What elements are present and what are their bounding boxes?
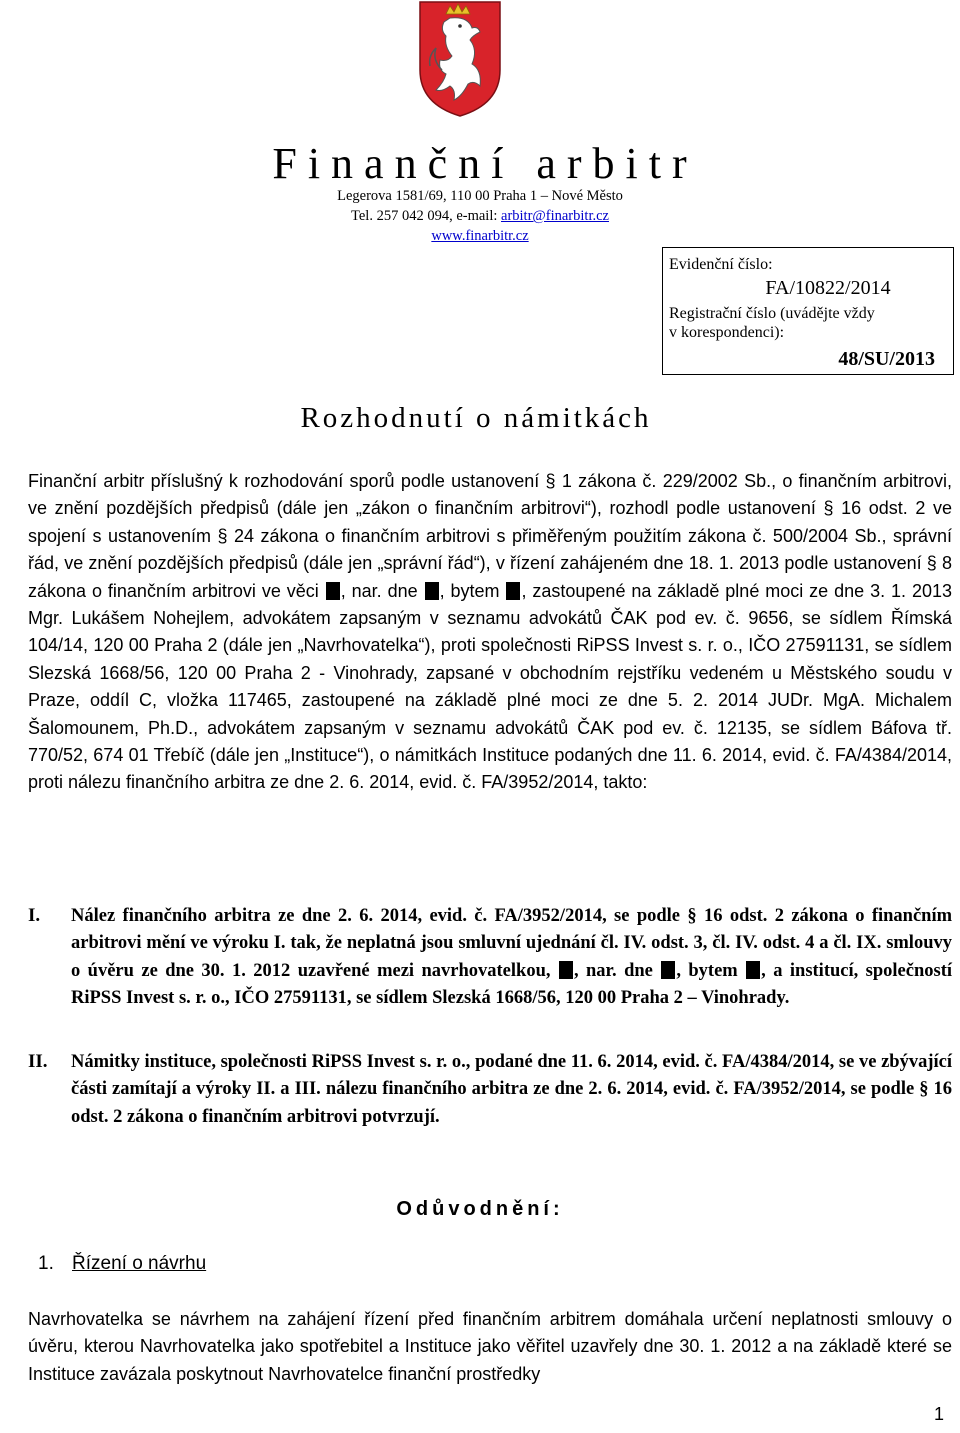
section-1-number: 1.	[38, 1253, 54, 1274]
intro-text-1: Finanční arbitr příslušný k rozhodování sporů podle ustanovení § 1 zákona č. 229/2002 Sb., o finančním arbitrovi, ve znění pozdějších předpisů (dále jen „zákon o finančním arbitrovi“), rozhodl podle ustanovení § 16 odst. 2 ve spojení s ustanovením § 24 zákona o finančním arbitrovi s přiměřeným použitím zákona č. 500/2004 Sb., správní řád, ve znění pozdějších předpisů (dále jen „správní řád“), v řízení zahájeném dne 18. 1. 2013 podle ustanovení § 8 zákona o finančním arbitrovi ve věci	[28, 471, 952, 601]
registration-label-line-1: Registrační číslo (uvádějte vždy	[669, 305, 875, 322]
reasoning-heading: Odůvodnění:	[396, 1198, 564, 1220]
institution-title: Finanční arbitr	[272, 139, 698, 188]
institution-contact	[0, 206, 960, 226]
website-link[interactable]: www.finarbitr.cz	[431, 228, 529, 244]
registration-number-label	[669, 304, 947, 342]
page-number: 1	[933, 1404, 944, 1424]
evidence-number-value: FA/10822/2014	[765, 277, 891, 299]
reference-number-box	[662, 247, 954, 375]
registration-label-line-2: v korespondenci):	[669, 324, 785, 341]
redaction-block	[559, 961, 573, 979]
intro-text-2: , nar. dne	[340, 580, 418, 601]
verdict-1-text-1: Nález finančního arbitra ze dne 2. 6. 2014, evid. č. FA/3952/2014, se podle § 16 odst. 2 zákona o finančním arbitrovi mění ve výroku I. tak, že neplatná jsou smluvní ujednání čl. IV. odst. 3, čl. IV. odst. 4 a čl. IX. smlouvy o úvěru ze dne 30. 1. 2012 uzavřené mezi navrhovatelkou,	[71, 906, 952, 981]
verdict-number-2: II.	[28, 1051, 48, 1072]
intro-text-4: , zastoupené na základě plné moci ze dne 3. 1. 2013 Mgr. Lukášem Nohejlem, advokátem zapsaným v seznamu advokátů ČAK pod ev. č. 9656, se sídlem Římská 104/14, 120 00 Praha 2 (dále jen „Navrhovatelka“), proti společnosti RiPSS Invest s. r. o., IČO 27591131, se sídlem Slezská 1668/56, 120 00 Praha 2 - Vinohrady, zapsané v obchodním rejstříku vedeném u Městského soudu v Praze, oddíl C, vložka 117465, zastoupené na základě plné moci ze dne 5. 2. 2014 JUDr. MgA. Michalem Šalomounem, Ph.D., advokátem zapsaným v seznamu advokátů ČAK pod ev. č. 12135, se sídlem Báfova tř. 770/52, 674 01 Třebíč (dále jen „Instituce“), o námitkách Instituce podaných dne 11. 6. 2014, evid. č. FA/4384/2014, proti nálezu finančního arbitra ze dne 2. 6. 2014, evid. č. FA/3952/2014, takto:	[28, 580, 952, 793]
website-line	[0, 226, 960, 246]
intro-text-3: , bytem	[439, 580, 500, 601]
intro-paragraph	[28, 468, 952, 797]
verdict-1-text-3: , bytem	[676, 960, 738, 981]
verdict-1-text-2: , nar. dne	[573, 960, 653, 981]
section-1-title: Řízení o návrhu	[72, 1253, 207, 1274]
redaction-block	[326, 582, 340, 600]
contact-prefix: Tel. 257 042 094, e-mail:	[351, 208, 502, 224]
decision-heading: Rozhodnutí o námitkách	[300, 402, 652, 434]
redaction-block	[661, 961, 675, 979]
registration-number-value: 48/SU/2013	[838, 348, 935, 370]
redaction-block	[425, 582, 439, 600]
verdict-item-2: Námitky instituce, společnosti RiPSS Invest s. r. o., podané dne 11. 6. 2014, evid. č. FA/4384/2014, se ve zbývající části zamítají a výroky II. a III. nálezu finančního arbitra ze dne 2. 6. 2014, evid. č. FA/3952/2014, se podle § 16 odst. 2 zákona o finančním arbitrovi potvrzují.	[71, 1052, 952, 1127]
coat-of-arms-emblem	[358, 0, 562, 118]
institution-address: Legerova 1581/69, 110 00 Praha 1 – Nové Město	[337, 188, 623, 204]
section-1-paragraph: Navrhovatelka se návrhem na zahájení řízení před finančním arbitrem domáhala určení neplatnosti smlouvy o úvěru, kterou Navrhovatelka jako spotřebitel a Instituce jako věřitel uzavřely dne 30. 1. 2012 a na základě které se Instituce zavázala poskytnout Navrhovatelce finanční prostředky	[28, 1309, 952, 1384]
email-link[interactable]: arbitr@finarbitr.cz	[501, 208, 609, 224]
verdict-item-1	[71, 903, 952, 1013]
evidence-number-label: Evidenční číslo:	[669, 256, 773, 273]
redaction-block	[746, 961, 760, 979]
verdict-1-text-4: , a institucí, společností RiPSS Invest s. r. o., IČO 27591131, se sídlem Slezská 1668/56, 120 00 Praha 2 – Vinohrady.	[71, 960, 953, 1009]
verdict-number-1: I.	[28, 905, 41, 926]
redaction-block	[506, 582, 520, 600]
